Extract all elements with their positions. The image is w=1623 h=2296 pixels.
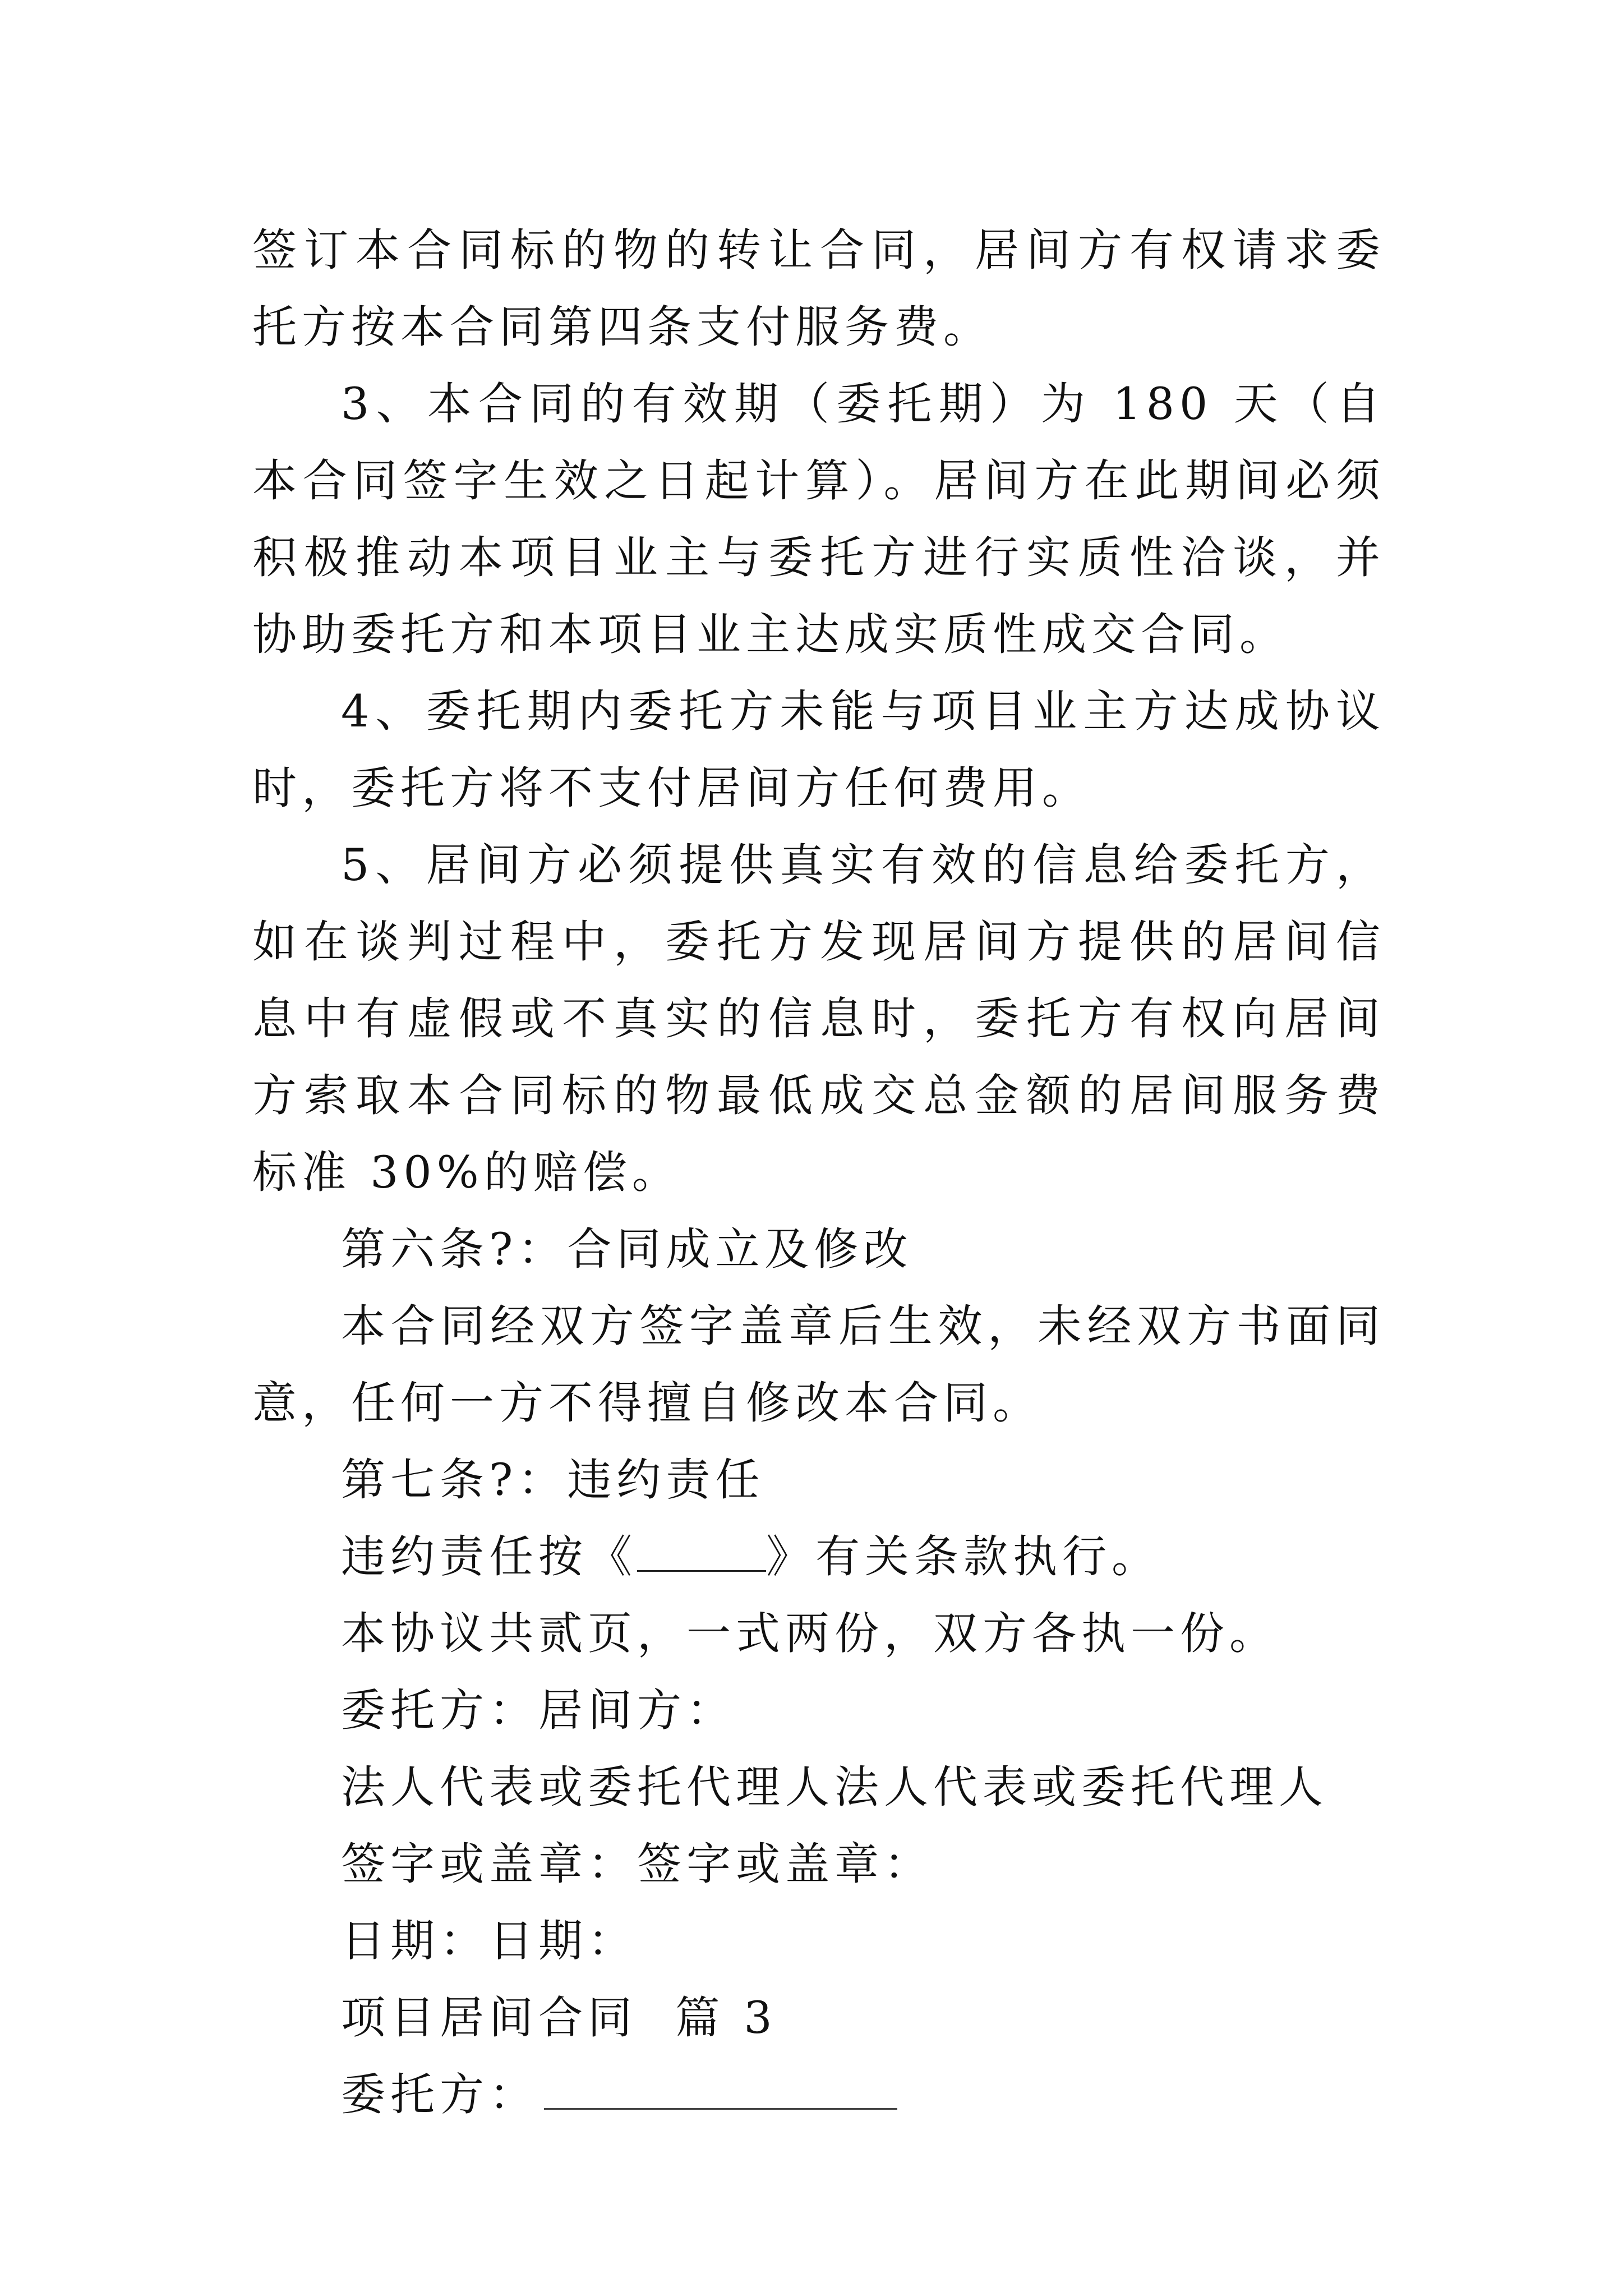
breach-prefix: 违约责任按《 [341, 1531, 637, 1582]
dates-line: 日期：日期： [341, 1915, 637, 1967]
representatives-line: 法人代表或委托代理人法人代表或委托代理人 [341, 1761, 1328, 1813]
breach-clause [252, 1519, 1385, 1595]
signatures-line: 签字或盖章：签字或盖章： [341, 1838, 933, 1890]
client-label: 委托方： [341, 2069, 538, 2120]
article-6-heading: 第六条?：合同成立及修改 [341, 1223, 913, 1275]
client-name-blank [544, 2069, 897, 2110]
clause-4: 4、委托期内委托方未能与项目业主方达成协议时，委托方将不支付居间方任何费用。 [252, 685, 1385, 814]
document-page [252, 212, 1385, 2133]
breach-suffix: 》有关条款执行。 [766, 1531, 1161, 1582]
client-line [252, 2056, 1385, 2133]
clause-3: 3、本合同的有效期（委托期）为 180 天（自本合同签字生效之日起计算）。居间方在此期间必须积极推动本项目业主与委托方进行实质性洽谈，并协助委托方和本项目业主达成实质性成交合同。 [252, 378, 1385, 660]
law-name-blank [637, 1531, 766, 1572]
clause-5: 5、居间方必须提供真实有效的信息给委托方，如在谈判过程中，委托方发现居间方提供的居间信息中有虚假或不真实的信息时，委托方有权向居间方索取本合同标的物最低成交总金额的居间服务费标准 30%的赔偿。 [252, 839, 1385, 1198]
article-7-heading: 第七条?：违约责任 [341, 1454, 765, 1506]
paragraph-continuation: 签订本合同标的物的转让合同，居间方有权请求委托方按本合同第四条支付服务费。 [252, 224, 1385, 353]
article-6-body: 本合同经双方签字盖章后生效，未经双方书面同意，任何一方不得擅自修改本合同。 [252, 1300, 1385, 1429]
copies-statement: 本协议共贰页，一式两份，双方各执一份。 [341, 1608, 1279, 1659]
parties-line: 委托方：居间方： [341, 1685, 736, 1736]
section-title: 项目居间合同 篇 3 [341, 1992, 777, 2044]
